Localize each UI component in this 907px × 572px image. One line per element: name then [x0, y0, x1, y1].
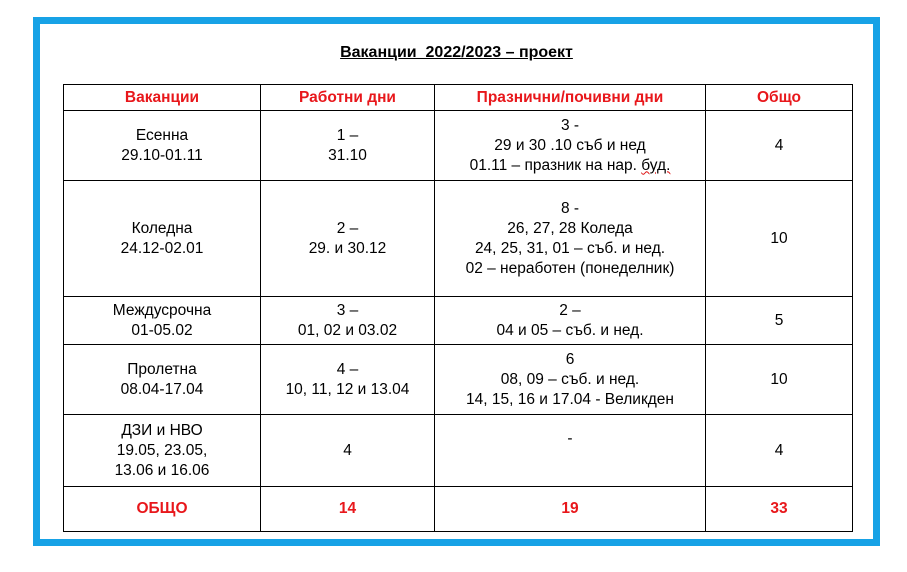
totals-row — [64, 487, 853, 532]
working-days-dates: 31.10 — [328, 146, 367, 164]
holidays-cell — [435, 415, 706, 487]
holidays-line: 24, 25, 31, 01 – съб. и нед. — [474, 239, 666, 257]
working-days-dates: 10, 11, 12 и 13.04 — [285, 380, 410, 398]
totals-working-days: 14 — [261, 487, 435, 532]
total-cell: 10 — [706, 345, 853, 415]
working-days-cell — [261, 181, 435, 297]
vacation-dates: 24.12-02.01 — [120, 239, 204, 257]
vacation-dates: 19.05, 23.05, — [116, 441, 208, 459]
working-days-cell — [261, 415, 435, 487]
holidays-line: 14, 15, 16 и 17.04 - Великден — [466, 390, 674, 408]
working-days-count: 1 – — [336, 126, 359, 144]
working-days-dates: 29. и 30.12 — [308, 239, 387, 257]
holidays-line — [439, 156, 701, 176]
vacation-dates: 13.06 и 16.06 — [114, 461, 210, 479]
vacation-name: Пролетна — [127, 360, 197, 378]
working-days-cell — [261, 345, 435, 415]
document-frame — [33, 17, 880, 546]
totals-label: ОБЩО — [64, 487, 261, 532]
holidays-count: 6 — [565, 350, 575, 368]
holidays-cell — [435, 297, 706, 345]
vacation-name: Междусрочна — [112, 301, 212, 319]
vacation-cell — [64, 111, 261, 181]
vacation-name: Есенна — [135, 126, 189, 144]
vacation-cell — [64, 297, 261, 345]
vacation-dates: 01-05.02 — [131, 321, 193, 339]
total-cell: 4 — [706, 415, 853, 487]
holidays-cell — [435, 181, 706, 297]
header-working-days: Работни дни — [261, 85, 435, 111]
holidays-count: - — [567, 429, 573, 447]
holidays-count: 8 - — [560, 199, 580, 217]
table-row — [64, 181, 853, 297]
table-row — [64, 297, 853, 345]
vacation-cell — [64, 181, 261, 297]
holidays-text: 01.11 – празник на нар. — [469, 156, 637, 174]
vacation-dates: 08.04-17.04 — [120, 380, 204, 398]
vacation-table — [63, 84, 853, 532]
total-cell: 4 — [706, 111, 853, 181]
holidays-cell — [435, 111, 706, 181]
holidays-cell — [435, 345, 706, 415]
holidays-line: 26, 27, 28 Коледа — [507, 219, 633, 237]
vacation-name: ДЗИ и НВО — [121, 421, 203, 439]
total-cell: 5 — [706, 297, 853, 345]
holidays-line: 04 и 05 – съб. и нед. — [496, 321, 644, 339]
holidays-count: 2 – — [559, 301, 581, 319]
working-days-count: 3 – — [336, 301, 359, 319]
working-days-dates: 01, 02 и 03.02 — [297, 321, 398, 339]
working-days-cell — [261, 297, 435, 345]
document-title: Ваканции 2022/2023 – проект — [340, 44, 573, 61]
holidays-count: 3 - — [560, 116, 580, 134]
table-row — [64, 345, 853, 415]
vacation-name: Коледна — [131, 219, 193, 237]
working-days-count: 4 – — [336, 360, 359, 378]
spellcheck-word: буд. — [641, 156, 671, 174]
holidays-line: 29 и 30 .10 съб и нед — [494, 136, 646, 154]
table-row — [64, 111, 853, 181]
header-total: Общо — [706, 85, 853, 111]
vacation-cell — [64, 345, 261, 415]
working-days-count: 2 – — [336, 219, 359, 237]
holidays-line: 08, 09 – съб. и нед. — [500, 370, 640, 388]
totals-total: 33 — [706, 487, 853, 532]
table-row — [64, 415, 853, 487]
working-days-cell — [261, 111, 435, 181]
header-row — [64, 85, 853, 111]
total-cell: 10 — [706, 181, 853, 297]
working-days-count: 4 — [343, 441, 352, 459]
header-holidays: Празнични/почивни дни — [435, 85, 706, 111]
header-vacations: Ваканции — [64, 85, 261, 111]
totals-holidays: 19 — [435, 487, 706, 532]
vacation-cell — [64, 415, 261, 487]
vacation-dates: 29.10-01.11 — [121, 146, 203, 164]
holidays-line: 02 – неработен (понеделник) — [465, 259, 675, 277]
